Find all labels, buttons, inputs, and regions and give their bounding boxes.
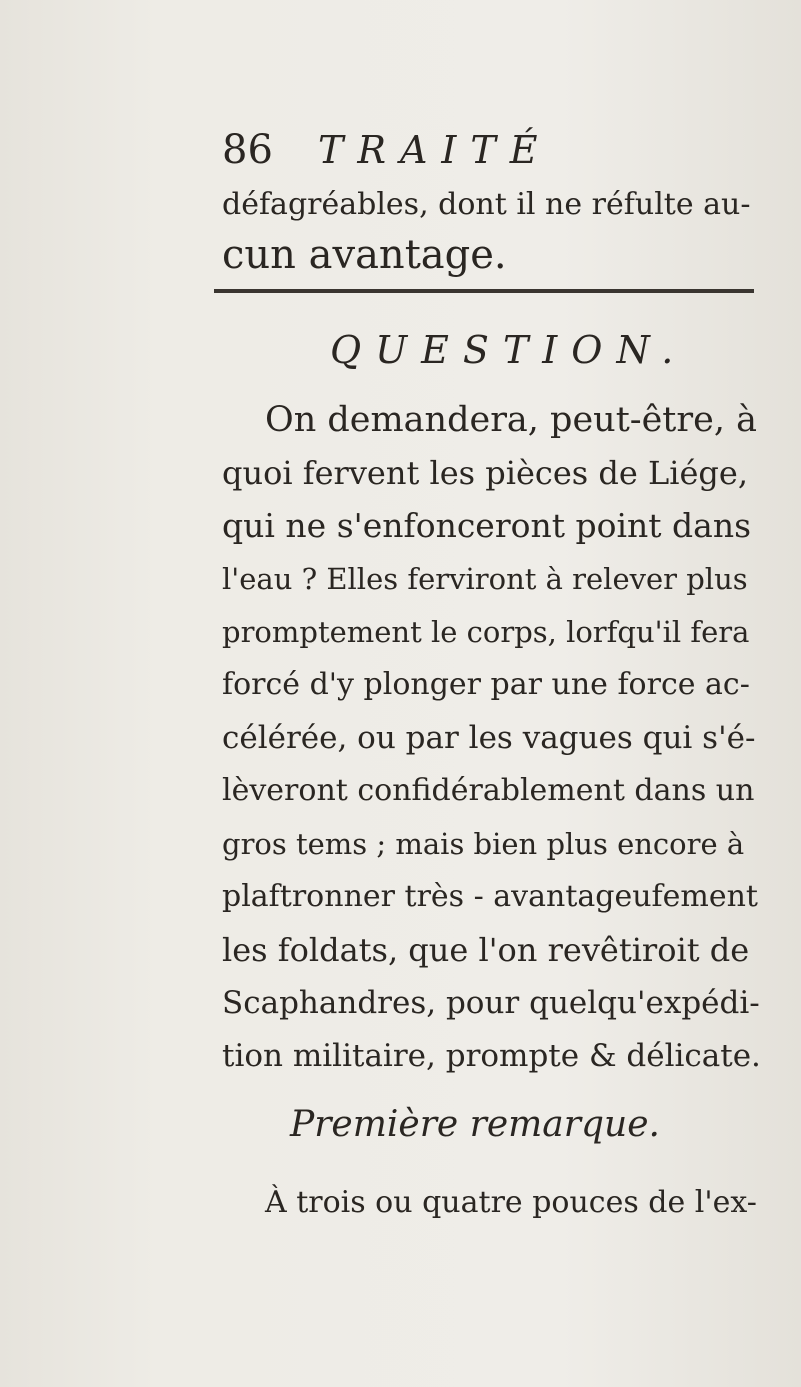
- paragraph-line: qui ne s'enfonceront point dans: [222, 506, 752, 545]
- running-title: TRAITÉ: [318, 128, 552, 172]
- paragraph-line: promptement le corps, lorfqu'il fera: [222, 615, 750, 649]
- continuation-line: cun avantage.: [222, 232, 507, 278]
- section-divider: [214, 289, 754, 293]
- continuation-line: défagréables, dont il ne réfulte au-: [222, 187, 751, 222]
- paragraph-line: forcé d'y plonger par une force ac-: [222, 667, 750, 702]
- section-title: QUESTION.: [330, 328, 688, 372]
- paragraph-line: On demandera, peut-être, à: [265, 400, 757, 440]
- page-header: [222, 125, 742, 175]
- paragraph-line: célérée, ou par les vagues qui s'é-: [222, 720, 756, 756]
- paragraph-line: Scaphandres, pour quelqu'expédi-: [222, 985, 760, 1021]
- paragraph-line: l'eau ? Elles ferviront à relever plus: [222, 562, 748, 596]
- page-number: 86: [222, 127, 273, 173]
- subheading: Première remarque.: [290, 1104, 660, 1145]
- paragraph-line: À trois ou quatre pouces de l'ex-: [265, 1185, 757, 1220]
- paragraph-line: lèveront confidérablement dans un: [222, 773, 755, 808]
- paragraph-line: les foldats, que l'on revêtiroit de: [222, 931, 750, 969]
- paragraph-line: tion militaire, prompte & délicate.: [222, 1038, 761, 1074]
- paragraph-line: quoi fervent les pièces de Liége,: [222, 454, 748, 492]
- paragraph-line: gros tems ; mais bien plus encore à: [222, 827, 745, 861]
- paragraph-line: plaftronner très - avantageufement: [222, 879, 758, 914]
